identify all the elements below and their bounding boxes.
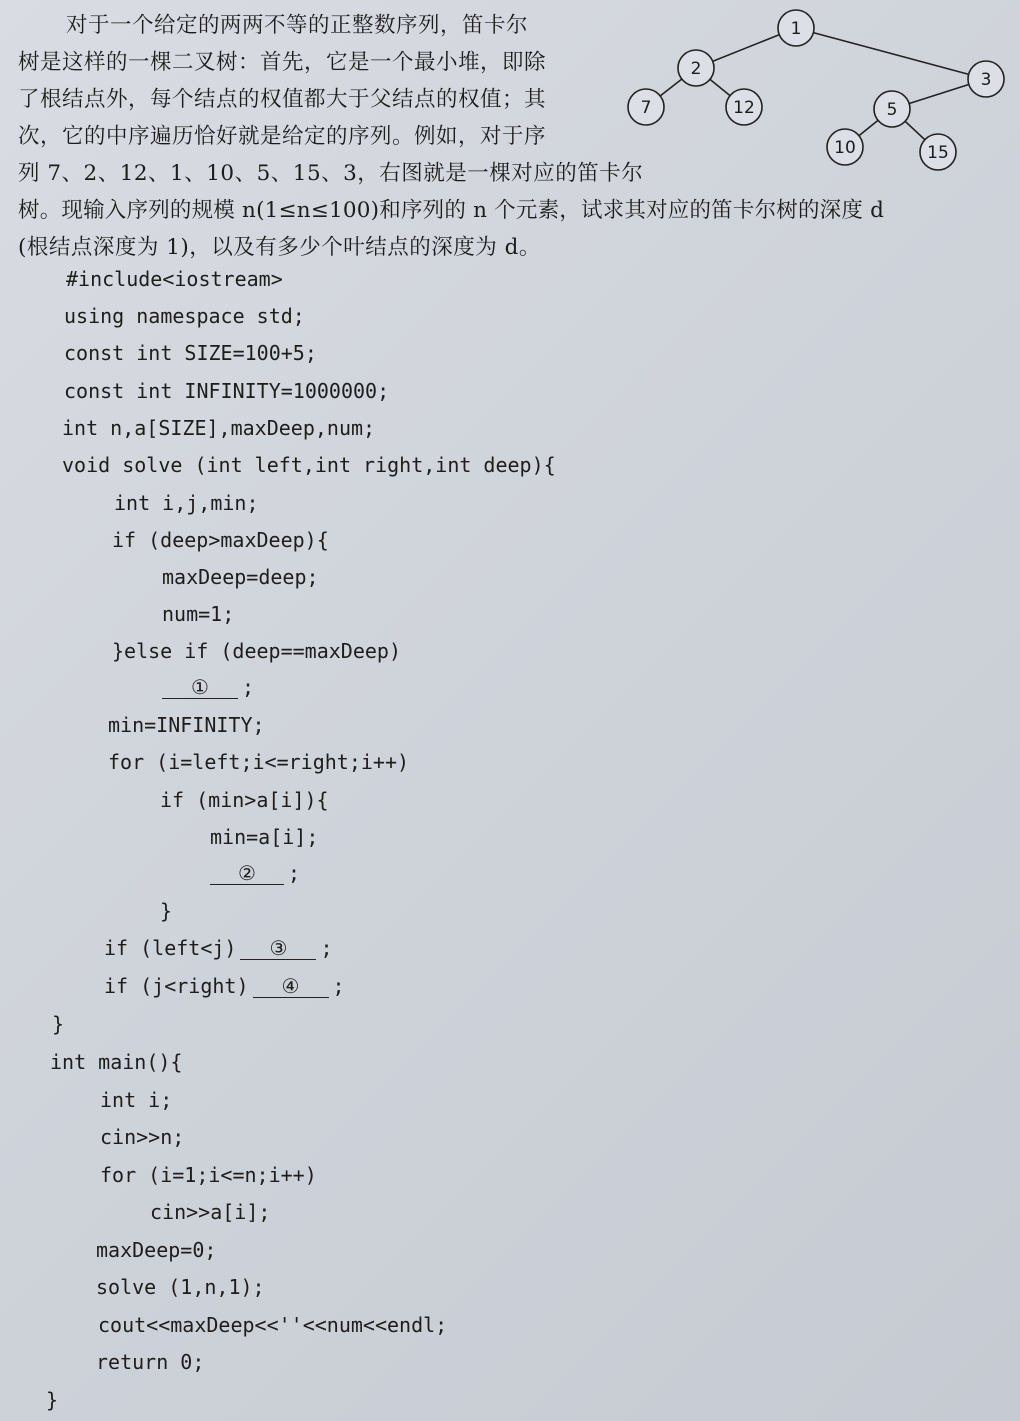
code-text: ; bbox=[332, 974, 345, 998]
tree-node-label: 12 bbox=[733, 98, 755, 118]
code-text: using namespace std; bbox=[64, 304, 305, 328]
tree-node-7 bbox=[628, 89, 664, 125]
code-line bbox=[160, 898, 172, 924]
intro-line: 树是这样的一棵二叉树：首先，它是一个最小堆，即除 bbox=[18, 50, 547, 75]
tree-node-label: 5 bbox=[886, 100, 898, 120]
code-line bbox=[96, 1349, 204, 1375]
code-line bbox=[64, 340, 317, 366]
code-line bbox=[100, 1124, 184, 1150]
code-text: num=1; bbox=[162, 602, 235, 626]
code-line bbox=[96, 1237, 216, 1263]
code-text: int i,j,min; bbox=[114, 491, 259, 515]
tree-node-label: 15 bbox=[927, 143, 949, 163]
code-line bbox=[162, 564, 319, 590]
code-line bbox=[112, 638, 401, 664]
code-text: if (j<right) bbox=[104, 974, 249, 998]
fill-in-blank: ④ bbox=[253, 975, 329, 998]
code-text: } bbox=[160, 899, 173, 923]
code-line bbox=[98, 1312, 447, 1338]
code-line bbox=[108, 749, 409, 775]
code-text: cin>>n; bbox=[100, 1125, 185, 1149]
fill-in-blank: ③ bbox=[240, 937, 316, 960]
code-text: void solve (int left,int right,int deep){ bbox=[62, 453, 556, 477]
code-text: int main(){ bbox=[50, 1050, 183, 1074]
code-text: return 0; bbox=[96, 1350, 205, 1374]
cartesian-tree-figure bbox=[600, 0, 1020, 190]
code-line bbox=[100, 1087, 172, 1113]
code-text: if (left<j) bbox=[104, 936, 237, 960]
code-line bbox=[210, 824, 318, 850]
code-line bbox=[104, 935, 333, 961]
intro-line: 列 7、2、12、1、10、5、15、3，右图就是一棵对应的笛卡尔 bbox=[18, 161, 644, 186]
code-text: min=a[i]; bbox=[210, 825, 319, 849]
code-line bbox=[62, 415, 375, 441]
tree-edge bbox=[796, 28, 986, 79]
fill-in-blank: ① bbox=[162, 676, 238, 699]
intro-line: (根结点深度为 1)，以及有多少个叶结点的深度为 d。 bbox=[18, 235, 541, 260]
code-line bbox=[64, 303, 305, 329]
code-text: for (i=1;i<=n;i++) bbox=[100, 1163, 317, 1187]
code-text: solve (1,n,1); bbox=[96, 1275, 265, 1299]
intro-line: 对于一个给定的两两不等的正整数序列，笛卡尔 bbox=[66, 13, 529, 38]
intro-line: 了根结点外，每个结点的权值都大于父结点的权值；其 bbox=[18, 87, 547, 112]
code-text: for (i=left;i<=right;i++) bbox=[108, 750, 410, 774]
code-text: #include<iostream> bbox=[66, 267, 283, 291]
code-line bbox=[162, 674, 254, 700]
code-line bbox=[64, 378, 389, 404]
code-text: } bbox=[46, 1388, 59, 1412]
code-text: } bbox=[52, 1012, 65, 1036]
code-text: ; bbox=[320, 936, 333, 960]
code-text: cin>>a[i]; bbox=[150, 1200, 271, 1224]
code-text: min=INFINITY; bbox=[108, 713, 265, 737]
tree-node-1 bbox=[778, 10, 814, 46]
code-line bbox=[66, 266, 283, 292]
code-text: const int SIZE=100+5; bbox=[64, 341, 317, 365]
code-line bbox=[114, 490, 259, 516]
code-line bbox=[52, 1011, 64, 1037]
intro-line: 次，它的中序遍历恰好就是给定的序列。例如，对于序 bbox=[18, 124, 547, 149]
code-text: if (deep>maxDeep){ bbox=[112, 528, 329, 552]
code-text: const int INFINITY=1000000; bbox=[64, 379, 390, 403]
code-line bbox=[62, 452, 556, 478]
code-text: if (min>a[i]){ bbox=[160, 788, 329, 812]
intro-line: 树。现输入序列的规模 n(1≤n≤100)和序列的 n 个元素，试求其对应的笛卡尔树的深度 d bbox=[18, 198, 885, 223]
code-line bbox=[150, 1199, 270, 1225]
code-line bbox=[210, 860, 300, 886]
fill-in-blank: ② bbox=[210, 862, 284, 885]
tree-node-10 bbox=[827, 129, 863, 165]
code-text: maxDeep=deep; bbox=[162, 565, 319, 589]
code-text: ; bbox=[288, 861, 301, 885]
tree-node-5 bbox=[874, 91, 910, 127]
code-text: int n,a[SIZE],maxDeep,num; bbox=[62, 416, 376, 440]
code-text: maxDeep=0; bbox=[96, 1238, 217, 1262]
tree-node-label: 2 bbox=[690, 59, 702, 79]
tree-node-label: 1 bbox=[790, 19, 802, 39]
code-text: }else if (deep==maxDeep) bbox=[112, 639, 401, 663]
code-line bbox=[162, 601, 234, 627]
code-line bbox=[104, 973, 345, 999]
tree-node-15 bbox=[920, 134, 956, 170]
tree-node-12 bbox=[726, 89, 762, 125]
tree-node-label: 3 bbox=[980, 70, 992, 90]
tree-node-2 bbox=[678, 50, 714, 86]
code-text: cout<<maxDeep<<''<<num<<endl; bbox=[98, 1313, 448, 1337]
code-line bbox=[112, 527, 329, 553]
tree-node-3 bbox=[968, 61, 1004, 97]
code-text: ; bbox=[242, 675, 255, 699]
code-line bbox=[50, 1049, 182, 1075]
tree-node-label: 10 bbox=[834, 138, 856, 158]
code-line bbox=[160, 787, 329, 813]
tree-node-label: 7 bbox=[640, 98, 652, 118]
tree-diagram bbox=[600, 0, 1020, 190]
code-line bbox=[96, 1274, 265, 1300]
code-line bbox=[46, 1387, 58, 1413]
code-line bbox=[108, 712, 265, 738]
code-line bbox=[100, 1162, 317, 1188]
code-text: int i; bbox=[100, 1088, 173, 1112]
